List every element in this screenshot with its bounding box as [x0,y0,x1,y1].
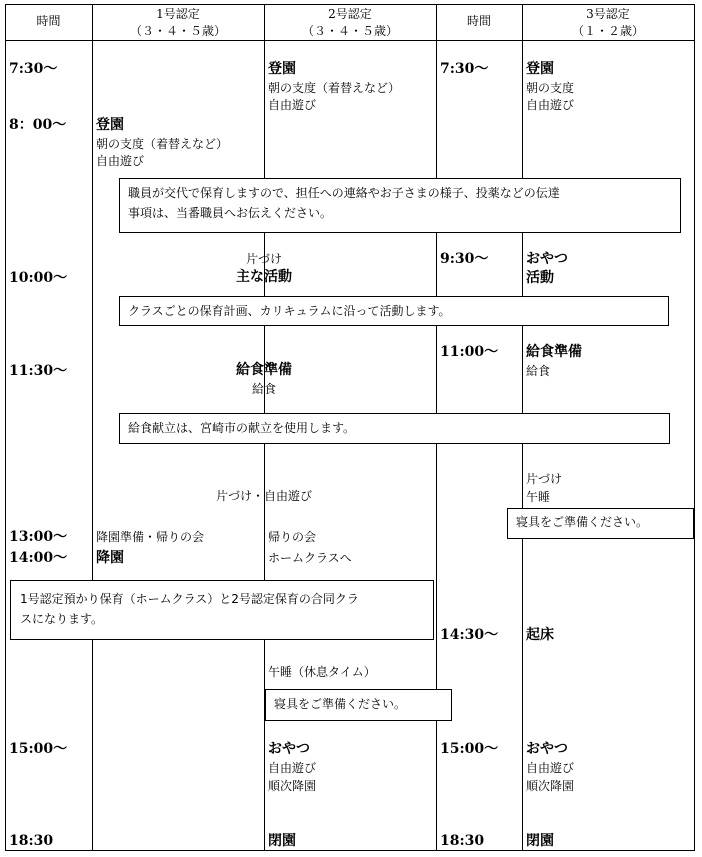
header-time: 時間 [36,14,61,28]
header-col3 [522,6,694,40]
note-bedding-col3 [507,508,694,539]
header-col2-title: 2号認定 [328,7,372,21]
header-bottom-border [5,40,695,41]
time-1830: 18:30 [9,833,54,849]
merged-main-activity: 主な活動 [236,269,292,285]
time-1130: 11:30～ [9,363,68,379]
col3-leave: 順次降園 [526,779,575,793]
table-right-border [694,4,695,851]
time-right-0930: 9:30～ [440,251,489,267]
note-lunch-menu [119,413,670,444]
header-col2 [264,6,436,40]
note-merged-class [10,580,434,640]
merged-cleanup: 片づけ [245,252,282,266]
col3-cleanup: 片づけ [526,472,563,486]
col2-close: 閉園 [268,833,296,849]
time-0800: 8：00～ [9,117,67,133]
header-col1-title: 1号認定 [156,7,200,21]
time-0730: 7:30～ [9,61,58,77]
time-right-0730: 7:30～ [440,61,489,77]
time-right-1430: 14:30～ [440,627,499,643]
col3-close: 閉園 [526,833,554,849]
note-merged-line-2: スになります。 [20,612,104,626]
col3-nap: 午睡 [526,490,551,504]
col3-snack-2: おやつ [526,741,568,757]
note-staff-line-2: 事項は、当番職員へお伝えください。 [128,206,333,220]
col2-snack: おやつ [268,741,310,757]
note-lunch-menu-text: 給食献立は、宮崎市の献立を使用します。 [128,421,356,435]
col3-free-play: 自由遊び [526,98,575,112]
note-merged-line-1: 1号認定預かり保育（ホームクラス）と2号認定保育の合同クラ [20,592,359,606]
col2-goodbye-meeting: 帰りの会 [268,530,317,544]
col2-arrival: 登園 [268,61,296,77]
col2-morning-prep: 朝の支度（着替えなど） [268,81,401,95]
note-staff-rotation [119,178,681,233]
time-right-1100: 11:00～ [440,344,499,360]
col3-snack: おやつ [526,251,568,267]
time-1400: 14:00～ [9,550,68,566]
header-col2-age: （３・４・５歳） [301,24,398,38]
col2-nap: 午睡（休息タイム） [268,665,376,679]
note-staff-line-1: 職員が交代で保育しますので、担任への連絡やお子さまの様子、投薬などの伝達 [128,186,560,200]
header-col1-age: （３・４・５歳） [129,24,226,38]
note-curriculum-text: クラスごとの保育計画、カリキュラムに沿って活動します。 [128,304,451,318]
col2-snack-play: 自由遊び [268,761,317,775]
note-curriculum [119,296,669,326]
header-col3-title: 3号認定 [586,7,630,21]
header-time-2: 時間 [466,14,491,28]
time-right-1500: 15:00～ [440,741,499,757]
table-left-border [5,4,6,851]
col3-lunch-prep: 給食準備 [526,344,582,360]
col3-lunch: 給食 [526,364,551,378]
col1-go-home-prep: 降園準備・帰りの会 [96,530,205,544]
time-1300: 13:00～ [9,529,68,545]
col1-free-play: 自由遊び [96,154,145,168]
col1-morning-prep: 朝の支度（着替えなど） [96,137,229,151]
col3-wake-up: 起床 [526,627,554,643]
col3-free-play-2: 自由遊び [526,761,575,775]
note-bedding-col2 [265,689,452,721]
col3-morning-prep: 朝の支度 [526,81,575,95]
header-col3-age: （１・２歳） [571,24,644,38]
merged-lunch-prep: 給食準備 [236,362,292,378]
col1-departure: 降園 [96,550,124,566]
col3-arrival: 登園 [526,61,554,77]
column-divider-1 [92,4,93,851]
table-bottom-border [5,850,695,851]
time-right-1830: 18:30 [440,833,485,849]
merged-cleanup-play: 片づけ・自由遊び [215,489,312,503]
col2-to-home-class: ホームクラスへ [268,551,352,565]
table-top-border [5,4,695,5]
col3-activity: 活動 [526,270,554,286]
time-1000: 10:00～ [9,270,68,286]
merged-lunch: 給食 [251,382,276,396]
col1-arrival: 登園 [96,117,124,133]
col2-leave: 順次降園 [268,779,317,793]
note-bedding-col2-text: 寝具をご準備ください。 [274,697,407,711]
col2-free-play: 自由遊び [268,98,317,112]
header-col1 [92,6,264,40]
time-1500: 15:00～ [9,741,68,757]
note-bedding-col3-text: 寝具をご準備ください。 [516,515,649,529]
